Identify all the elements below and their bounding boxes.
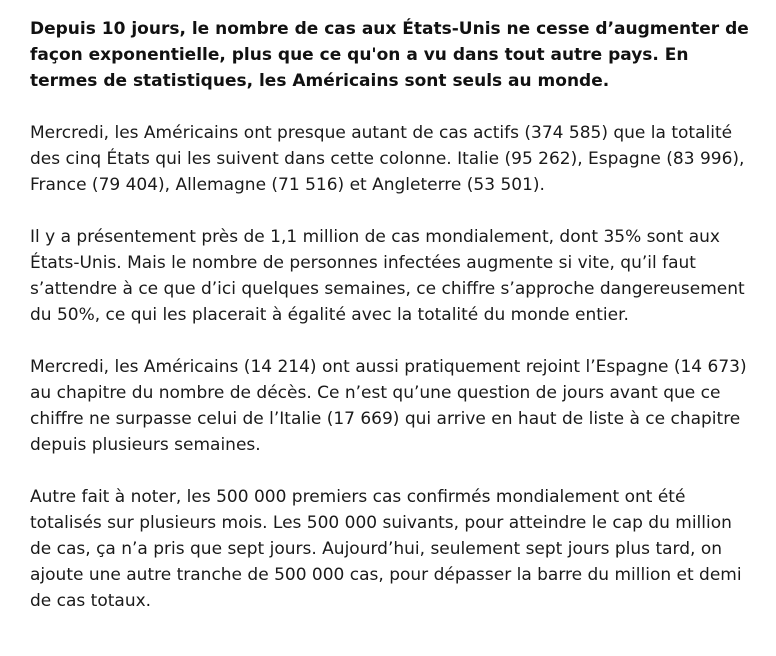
article-paragraph-growth: Autre fait à noter, les 500 000 premiers cas confirmés mondialement ont été totalisés sur plusieurs mois. Les 500 000 suivants, pour atteindre le cap du million de cas, ça n’a pris que sept jours. Aujourd’hui, seulement sept jours plus tard, on ajoute une autre tranche de 500 000 cas, pour dépasser la barre du million et demi de cas totaux. <box>30 487 742 611</box>
article-lead-paragraph: Depuis 10 jours, le nombre de cas aux États-Unis ne cesse d’augmenter de façon exponentielle, plus que ce qu'on a vu dans tout autre pays. En termes de statistiques, les Américains sont seuls au monde. <box>30 19 749 91</box>
article-paragraph-world-share: Il y a présentement près de 1,1 million de cas mondialement, dont 35% sont aux États-Unis. Mais le nombre de personnes infectées augmente si vite, qu’il faut s’attendre à ce que d’ici quelques semaines, ce chiffre s’approche dangereusement du 50%, ce qui les placerait à égalité avec la totalité du monde entier. <box>30 227 745 325</box>
article-paragraph-deaths: Mercredi, les Américains (14 214) ont aussi pratiquement rejoint l’Espagne (14 673) au chapitre du nombre de décès. Ce n’est qu’une question de jours avant que ce chiffre ne surpasse celui de l’Italie (17 669) qui arrive en haut de liste à ce chapitre depuis plusieurs semaines. <box>30 357 747 455</box>
article-paragraph-active-cases: Mercredi, les Américains ont presque autant de cas actifs (374 585) que la totalité des cinq États qui les suivent dans cette colonne. Italie (95 262), Espagne (83 996), France (79 404), Allemagne (71 516) et Angleterre (53 501). <box>30 123 745 195</box>
